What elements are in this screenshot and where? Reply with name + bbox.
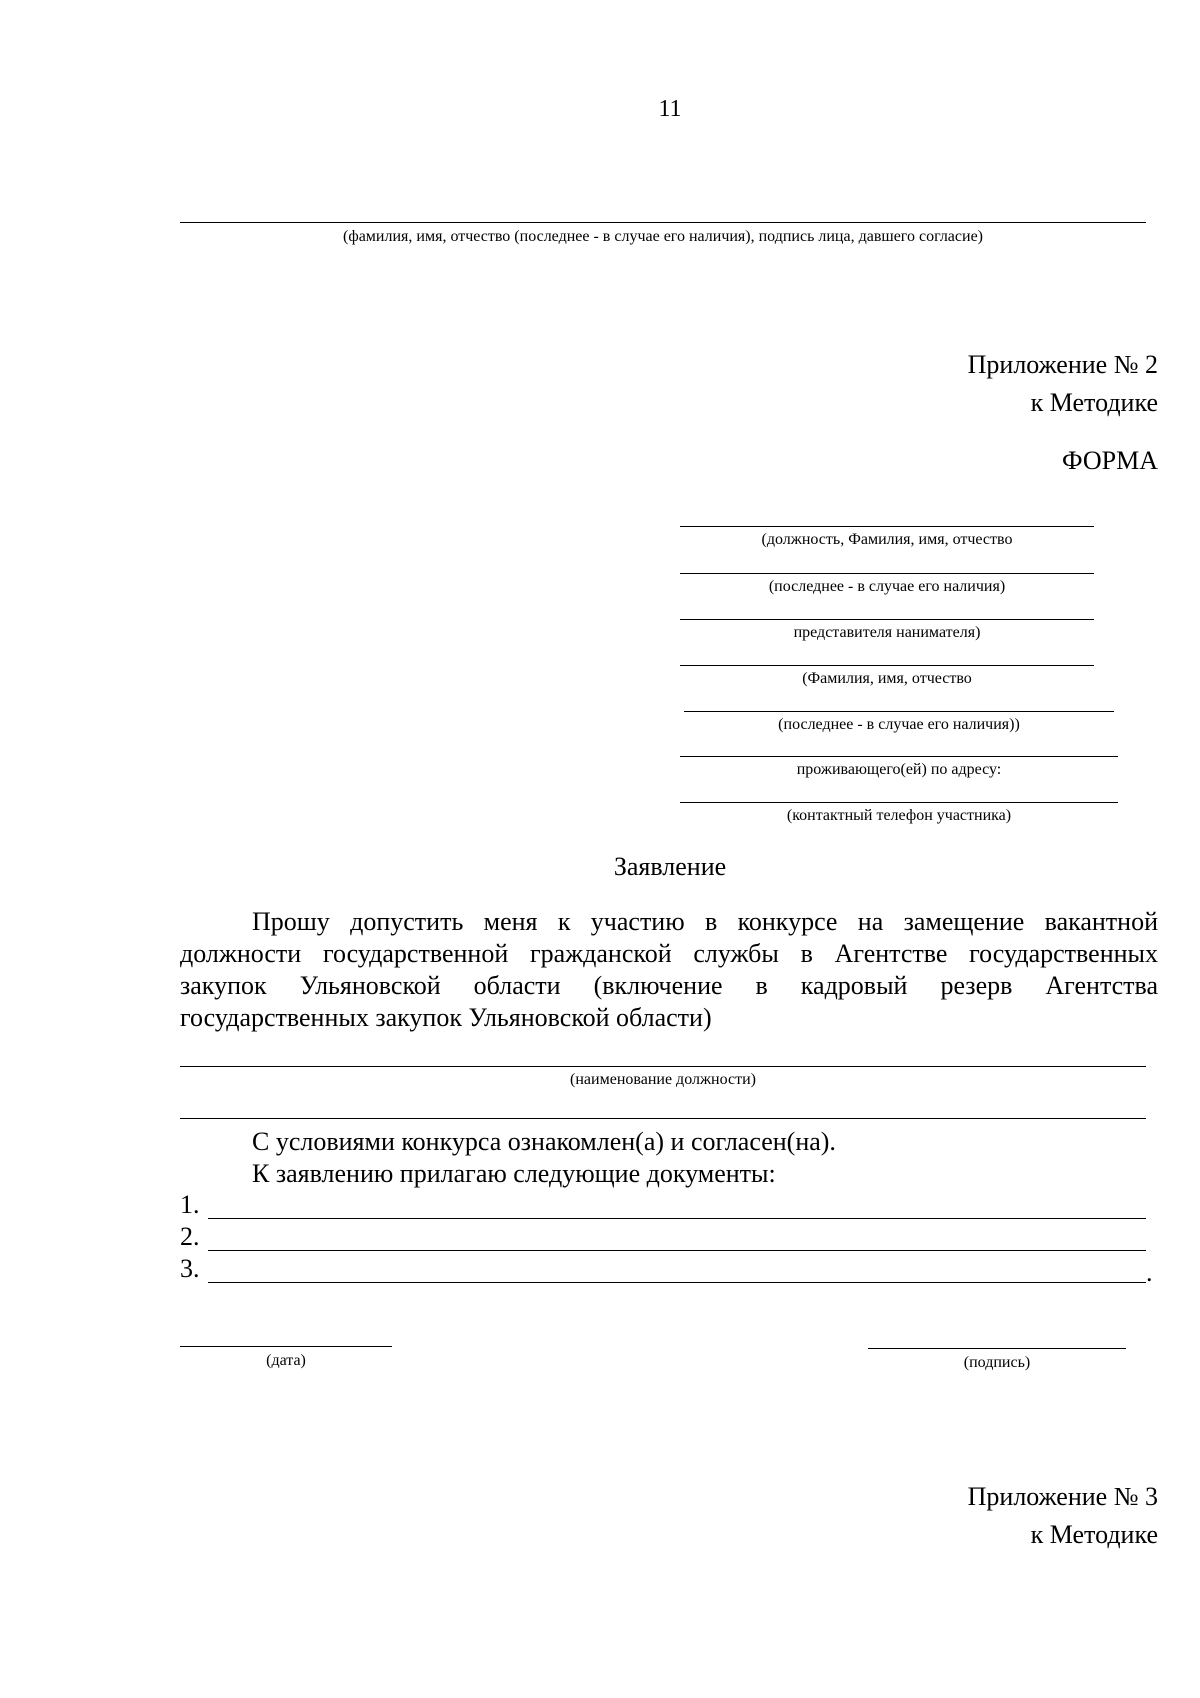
addressee-caption-1: (должность, Фамилия, имя, отчество (761, 531, 1013, 548)
addressee-line-3 (680, 619, 1094, 620)
addressee-line-6 (680, 756, 1118, 757)
addressee-line-5 (684, 711, 1114, 712)
appendix-2-line2: к Методике (1030, 388, 1158, 417)
attachment-number-2: 2. (180, 1222, 200, 1251)
date-line (180, 1346, 392, 1347)
attachment-line-2 (208, 1250, 1146, 1251)
addressee-line-1 (680, 526, 1094, 527)
attachment-final-dot: . (1146, 1258, 1153, 1287)
conditions-text: С условиями конкурса ознакомлен(а) и согласен(на). (252, 1127, 836, 1156)
addressee-caption-4: (Фамилия, имя, отчество (802, 670, 972, 687)
addressee-line-7 (680, 802, 1118, 803)
attachment-line-1 (208, 1218, 1146, 1219)
addressee-line-2 (680, 573, 1094, 574)
consent-signature-line (180, 222, 1146, 223)
form-label: ФОРМА (1062, 446, 1158, 475)
statement-line-2: должности государственной гражданской службы в Агентстве государственных (180, 939, 1158, 968)
appendix-3-line1: Приложение № 3 (967, 1482, 1158, 1511)
addressee-caption-5: (последнее - в случае его наличия)) (778, 716, 1020, 733)
addressee-caption-2: (последнее - в случае его наличия) (768, 578, 1006, 595)
position-name-line-2 (180, 1118, 1146, 1119)
position-name-line (180, 1066, 1146, 1067)
signature-line (868, 1348, 1126, 1349)
attachment-number-3: 3. (180, 1254, 200, 1283)
date-caption: (дата) (266, 1352, 306, 1369)
statement-line-3: закупок Ульяновской области (включение в кадровый резерв Агентства (180, 971, 1158, 1000)
attachment-line-3 (208, 1282, 1146, 1283)
addressee-caption-7: (контактный телефон участника) (786, 807, 1012, 824)
appendix-3-line2: к Методике (1030, 1520, 1158, 1549)
page-number: 11 (658, 96, 682, 122)
appendix-2-title (968, 346, 1158, 422)
attachment-number-1: 1. (180, 1190, 200, 1219)
statement-line-4: государственных закупок Ульяновской области) (180, 1003, 712, 1032)
addressee-caption-6: проживающего(ей) по адресу: (796, 761, 1002, 778)
statement-body (180, 906, 1158, 1034)
position-caption: (наименование должности) (570, 1071, 756, 1088)
statement-title: Заявление (613, 852, 727, 881)
signature-caption: (подпись) (963, 1354, 1031, 1371)
addressee-caption-3: представителя нанимателя) (793, 624, 981, 641)
attachments-text: К заявлению прилагаю следующие документы: (252, 1159, 776, 1188)
addressee-line-4 (680, 665, 1094, 666)
consent-caption: (фамилия, имя, отчество (последнее - в случае его наличия), подпись лица, давшего согласие) (343, 228, 983, 245)
appendix-3-title (968, 1478, 1158, 1554)
appendix-2-line1: Приложение № 2 (967, 350, 1158, 379)
statement-line-1: Прошу допустить меня к участию в конкурсе на замещение вакантной (252, 907, 1158, 936)
